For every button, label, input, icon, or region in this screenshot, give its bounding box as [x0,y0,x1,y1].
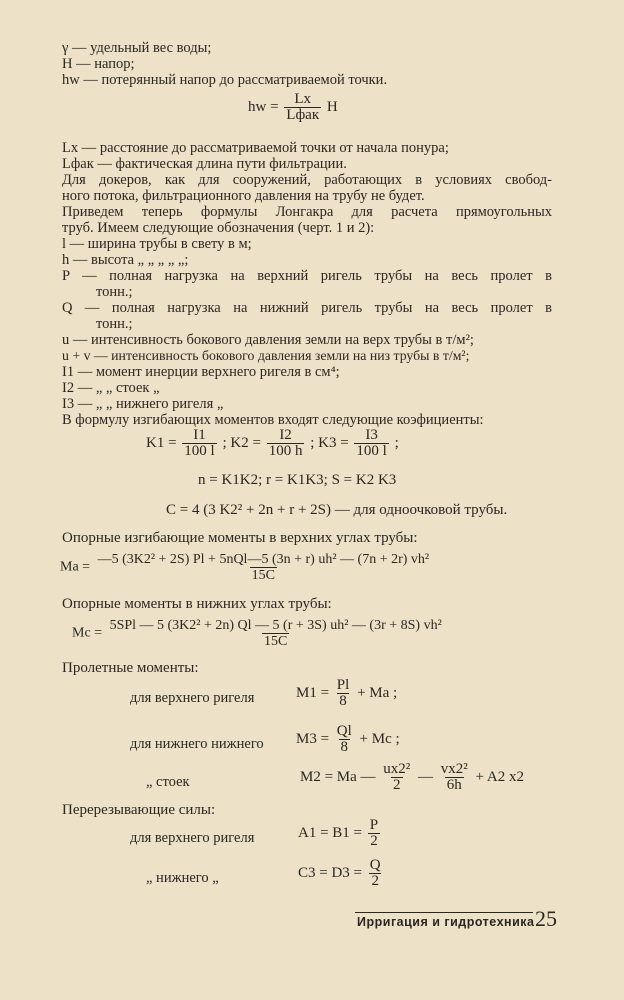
text-line: труб. Имеем следующие обозначения (черт. 1 и 2): [62,220,375,236]
formula-label: для верхнего ригеля [130,690,255,706]
page-number: 25 [535,906,557,931]
text-line: u + v — интенсивность бокового давления земли на низ трубы в т/м²; [62,348,470,363]
formula-label: „ стоек [146,774,190,790]
denominator: 15C [251,568,275,583]
fraction [335,678,352,709]
fraction [368,858,383,889]
text-line: I1 — момент инерции верхнего ригеля в см⁴; [62,364,340,380]
text-line: Приведем теперь формулы Лонгакра для расчета прямоугольных [62,204,552,220]
fraction [108,618,444,649]
formula-part: H [326,98,338,115]
numerator: I1 [193,427,206,443]
formula-part: A1 = B1 = [298,824,363,841]
numerator: P [369,817,379,833]
text-line: тонн.; [96,316,133,332]
denominator: 8 [340,739,349,755]
section-heading: Перерезывающие силы: [62,802,216,818]
denominator: 100 l [184,443,215,459]
fraction [96,552,432,583]
text-line: I3 — „ „ нижнего ригеля „ [62,396,224,412]
denominator: 8 [339,693,347,709]
denominator: 2 [370,833,378,849]
denominator: 2 [371,873,379,889]
text-line: Q — полная нагрузка на нижний ригель трубы на весь пролет в [62,300,552,316]
formula-part: M3 = [296,730,330,747]
formula-part: ; [394,434,399,451]
formula-part: Mc = [72,625,103,641]
text-line: Lфак — фактическая длина пути фильтрации. [62,156,347,172]
fraction [267,428,305,459]
running-footer: Ирригация и гидротехника [357,915,535,929]
section-heading: Пролетные моменты: [62,660,199,676]
fraction [354,428,388,459]
denominator: 100 l [356,443,387,459]
formula-part: + A2 x2 [475,768,525,785]
fraction [335,724,354,755]
formula-part: Ma = [60,559,91,575]
text-line: тонн.; [96,284,133,300]
text-line: ного потока, фильтрационного давления на трубу не будет. [62,188,425,204]
numerator: ux2² [383,761,411,777]
formula-part: ; K3 = [310,434,349,451]
footer-rule [355,912,533,913]
formula-label: для верхнего ригеля [130,830,255,846]
numerator: Q [369,857,381,873]
text-line: l — ширина трубы в свету в м; [62,236,252,252]
text-line: I2 — „ „ стоек „ [62,380,160,396]
section-heading: Опорные изгибающие моменты в верхних углах трубы: [62,530,418,546]
formula-part: + Ma ; [357,684,398,701]
formula-m3 [296,724,400,755]
formula-m2 [300,762,524,793]
text-line: Для докеров, как для сооружений, работающих в условиях свобод- [62,172,552,188]
formula-part: C3 = D3 = [298,864,363,881]
numerator: Ql [336,723,352,739]
fraction [182,428,216,459]
fraction [284,92,321,123]
formula-hw [248,92,338,123]
text-line: u — интенсивность бокового давления земли на верх трубы в т/м²; [62,332,474,348]
formula-a [298,818,382,849]
formula-nrs: n = K1K2; r = K1K3; S = K2 K3 [198,472,397,488]
formula-part: M2 = Ma — [300,768,376,785]
numerator: 5SPl — 5 (3K2² + 2n) Ql — 5 (r + 3S) uh² — (3r + 8S) vh² [109,618,442,633]
formula-c3 [298,858,385,889]
denominator: 15C [264,634,288,649]
numerator: —5 (3K2² + 2S) Pl + 5nQl—5 (3n + r) uh² — (7n + 2r) vh² [97,552,430,567]
section-heading: Опорные моменты в нижних углах трубы: [62,596,332,612]
formula-mc [72,618,446,649]
formula-label: „ нижнего „ [146,870,219,886]
formula-ma [60,552,433,583]
denominator: Lфак [286,107,320,123]
numerator: Lx [294,91,312,107]
text-line: Lx — расстояние до рассматриваемой точки от начала понура; [62,140,449,156]
formula-m1 [296,678,397,709]
text-line: γ — удельный вес воды; [62,40,212,56]
numerator: I3 [365,427,378,443]
formula-part: hw = [248,98,279,115]
text-line: h — высота „ „ „ „ „; [62,252,189,268]
formula-k [146,428,399,459]
formula-part: — [418,768,434,785]
formula-part: K1 = [146,434,177,451]
formula-label: для нижнего нижнего [130,736,264,752]
text-line: hw — потерянный напор до рассматриваемой точки. [62,72,388,88]
denominator: 6h [446,777,462,793]
text-line: В формулу изгибающих моментов входят следующие коэфициенты: [62,412,484,428]
numerator: Pl [336,677,350,693]
text-line: P — полная нагрузка на верхний ригель трубы на весь пролет в [62,268,552,284]
formula-part: + Mc ; [359,730,400,747]
fraction [381,762,412,793]
formula-c: C = 4 (3 K2² + 2n + r + 2S) — для одноочковой трубы. [166,502,508,518]
fraction [368,818,380,849]
denominator: 2 [393,777,401,793]
text-line: H — напор; [62,56,135,72]
formula-part: M1 = [296,684,330,701]
formula-part: ; K2 = [222,434,261,451]
numerator: vx2² [440,761,468,777]
numerator: I2 [279,427,292,443]
denominator: 100 h [268,443,303,459]
fraction [439,762,470,793]
